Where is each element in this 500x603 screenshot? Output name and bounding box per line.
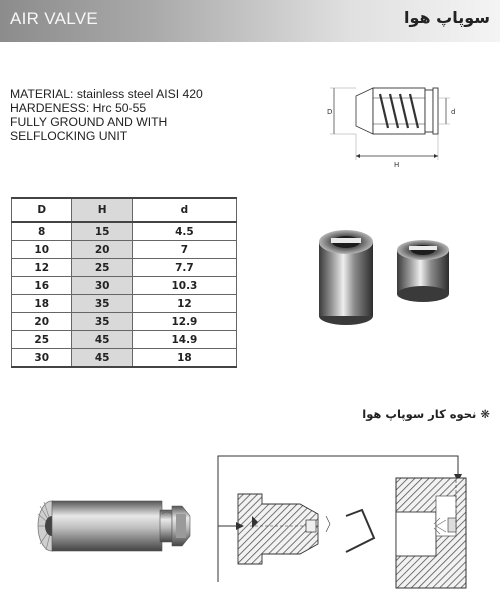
cell-H: 35 xyxy=(72,295,132,313)
cell-D: 10 xyxy=(12,241,72,259)
page-header xyxy=(0,0,500,42)
cell-D: 25 xyxy=(12,331,72,349)
mould-cross-section xyxy=(396,478,466,588)
cell-D: 30 xyxy=(12,349,72,368)
cell-d: 18 xyxy=(132,349,236,368)
column-header-D: D xyxy=(12,198,72,222)
cell-H: 45 xyxy=(72,331,132,349)
cell-D: 8 xyxy=(12,222,72,241)
table-row xyxy=(12,331,237,349)
cell-H: 45 xyxy=(72,349,132,368)
cell-D: 16 xyxy=(12,277,72,295)
page-title-fa: سوپاپ هوا xyxy=(403,8,490,27)
working-principle-diagram xyxy=(0,440,500,603)
how-it-works-title: ❋ نحوه کار سوپاپ هوا xyxy=(362,407,490,421)
spec-material: MATERIAL: stainless steel AISI 420 xyxy=(10,87,203,101)
spec-ground: FULLY GROUND AND WITH xyxy=(10,115,168,129)
cell-d: 10.3 xyxy=(132,277,236,295)
cell-d: 7.7 xyxy=(132,259,236,277)
table-header-row xyxy=(12,198,237,222)
small-valve-image xyxy=(397,240,449,302)
valve-assembly-illustration xyxy=(38,501,190,551)
specifications xyxy=(10,87,203,143)
cell-d: 12.9 xyxy=(132,313,236,331)
cell-H: 25 xyxy=(72,259,132,277)
cell-d: 7 xyxy=(132,241,236,259)
cell-d: 12 xyxy=(132,295,236,313)
column-header-d: d xyxy=(132,198,236,222)
table-row xyxy=(12,222,237,241)
cell-H: 30 xyxy=(72,277,132,295)
cell-H: 20 xyxy=(72,241,132,259)
drawing-label-d: d xyxy=(451,108,456,116)
table-row xyxy=(12,259,237,277)
spec-selflocking: SELFLOCKING UNIT xyxy=(10,129,128,143)
mould-with-valve-diagram xyxy=(238,494,374,564)
table-row xyxy=(12,241,237,259)
column-header-H: H xyxy=(72,198,132,222)
cell-d: 4.5 xyxy=(132,222,236,241)
cell-D: 12 xyxy=(12,259,72,277)
large-valve-image xyxy=(319,230,373,325)
table-row xyxy=(12,313,237,331)
table-row xyxy=(12,277,237,295)
cell-H: 35 xyxy=(72,313,132,331)
technical-drawing xyxy=(318,78,468,170)
cell-H: 15 xyxy=(72,222,132,241)
cell-D: 20 xyxy=(12,313,72,331)
page-title: AIR VALVE xyxy=(10,9,99,28)
air-valve-photo xyxy=(305,220,465,340)
drawing-label-D: D xyxy=(327,108,333,116)
table-row xyxy=(12,349,237,368)
dimensions-table xyxy=(11,197,237,368)
cell-d: 14.9 xyxy=(132,331,236,349)
table-row xyxy=(12,295,237,313)
drawing-label-H: H xyxy=(394,161,400,169)
cell-D: 18 xyxy=(12,295,72,313)
spec-hardness: HARDENESS: Hrc 50-55 xyxy=(10,101,147,115)
